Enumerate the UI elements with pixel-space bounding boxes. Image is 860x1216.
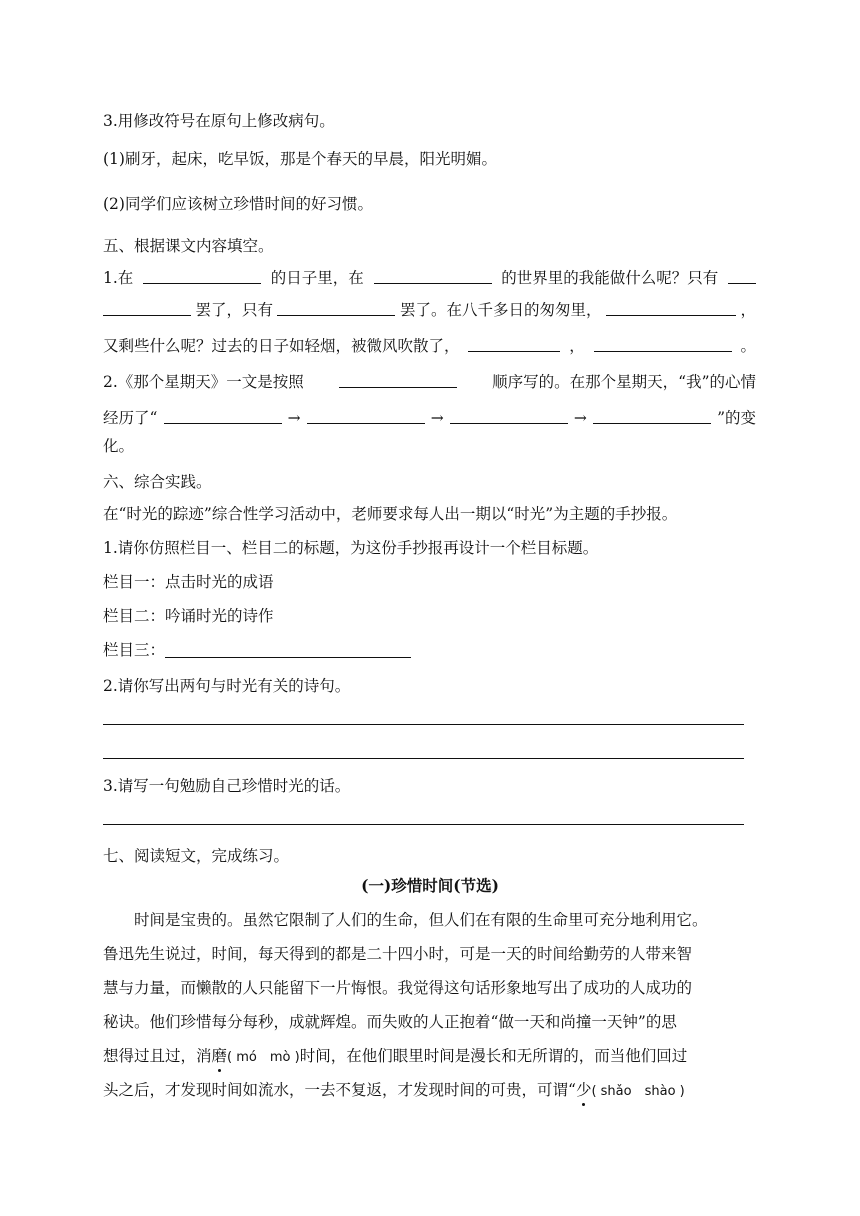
q3-sentence-2: (2)同学们应该树立珍惜时间的好习惯。 [103,195,373,213]
column-1: 栏目一：点击时光的成语 [103,573,274,591]
sec6-intro: 在“时光的踪迹”综合性学习活动中，老师要求每人出一期以“时光”为主题的手抄报。 [103,505,678,523]
pinyin-choice-mo[interactable]: ( mó mò ) [227,1050,300,1065]
sec6-q2: 2.请你写出两句与时光有关的诗句。 [103,677,351,695]
passage-line-2: 鲁迅先生说过，时间，每天得到的都是二十四小时，可是一天的时间给勤劳的人带来智 [103,945,693,963]
sec6-q1: 1.请你仿照栏目一、栏目二的标题，为这份手抄报再设计一个栏目标题。 [103,539,599,557]
blank-5[interactable] [606,299,736,316]
column-2: 栏目二：吟诵时光的诗作 [103,607,274,625]
sec6-q3: 3.请写一句勉励自己珍惜时光的话。 [103,777,351,795]
sec5-q1-line2: 罢了，只有 罢了。在八千多日的匆匆里， ， [103,299,756,321]
column-3-blank[interactable] [165,641,411,658]
sec5-q1-line3: 又剩些什么呢？过去的日子如轻烟，被微风吹散了， ， 。 [103,337,756,355]
column-3: 栏目三： [103,639,411,661]
sec5-q2-line1: 2.《那个星期天》一文是按照 顺序写的。在那个星期天，“我”的心情 [103,373,756,391]
blank-11[interactable] [450,407,568,424]
answer-line-2[interactable] [103,758,744,759]
blank-7[interactable] [594,335,732,352]
dotted-char-mo: 磨 [211,1047,228,1065]
answer-line-3[interactable] [103,824,744,825]
dotted-char-shao: 少 [575,1081,592,1099]
pinyin-choice-shao[interactable]: ( shǎo shào ) [591,1084,685,1099]
passage-title: (一)珍惜时间(节选) [361,876,499,895]
blank-1[interactable] [143,267,261,284]
section6-heading: 六、综合实践。 [103,473,212,491]
passage-line-3: 慧与力量，而懒散的人只能留下一片悔恨。我觉得这句话形象地写出了成功的人成功的 [103,979,693,997]
blank-12[interactable] [593,407,711,424]
blank-6[interactable] [468,335,560,352]
passage-line-6: 头之后，才发现时间如流水，一去不复返，才发现时间的可贵，可谓“少( shǎo shào ) [103,1081,685,1099]
sec5-q1-line1: 1.在 的日子里，在 的世界里的我能做什么呢？只有 [103,267,756,289]
blank-10[interactable] [307,407,425,424]
blank-9[interactable] [164,407,282,424]
blank-3b[interactable] [103,299,191,316]
q3-sentence-1: (1)刷牙，起床，吃早饭，那是个春天的早晨，阳光明媚。 [103,150,497,168]
blank-3a[interactable] [728,267,756,284]
sec5-q2-line2: 经历了“ → → → ”的变 [103,409,756,427]
blank-4[interactable] [277,299,395,316]
section7-heading: 七、阅读短文，完成练习。 [103,847,290,865]
sec5-q2-line3: 化。 [103,437,135,455]
section5-heading: 五、根据课文内容填空。 [103,237,274,255]
q3-heading: 3.用修改符号在原句上修改病句。 [103,112,335,130]
passage-line-5: 想得过且过，消磨( mó mò )时间，在他们眼里时间是漫长和无所谓的，而当他们回过 [103,1047,688,1065]
passage-line-1: 时间是宝贵的。虽然它限制了人们的生命，但人们在有限的生命里可充分地利用它。 [103,911,708,929]
passage-line-4: 秘诀。他们珍惜每分每秒，成就辉煌。而失败的人正抱着“做一天和尚撞一天钟”的思 [103,1013,677,1031]
answer-line-1[interactable] [103,724,744,725]
blank-2[interactable] [374,267,492,284]
blank-8[interactable] [339,371,457,388]
